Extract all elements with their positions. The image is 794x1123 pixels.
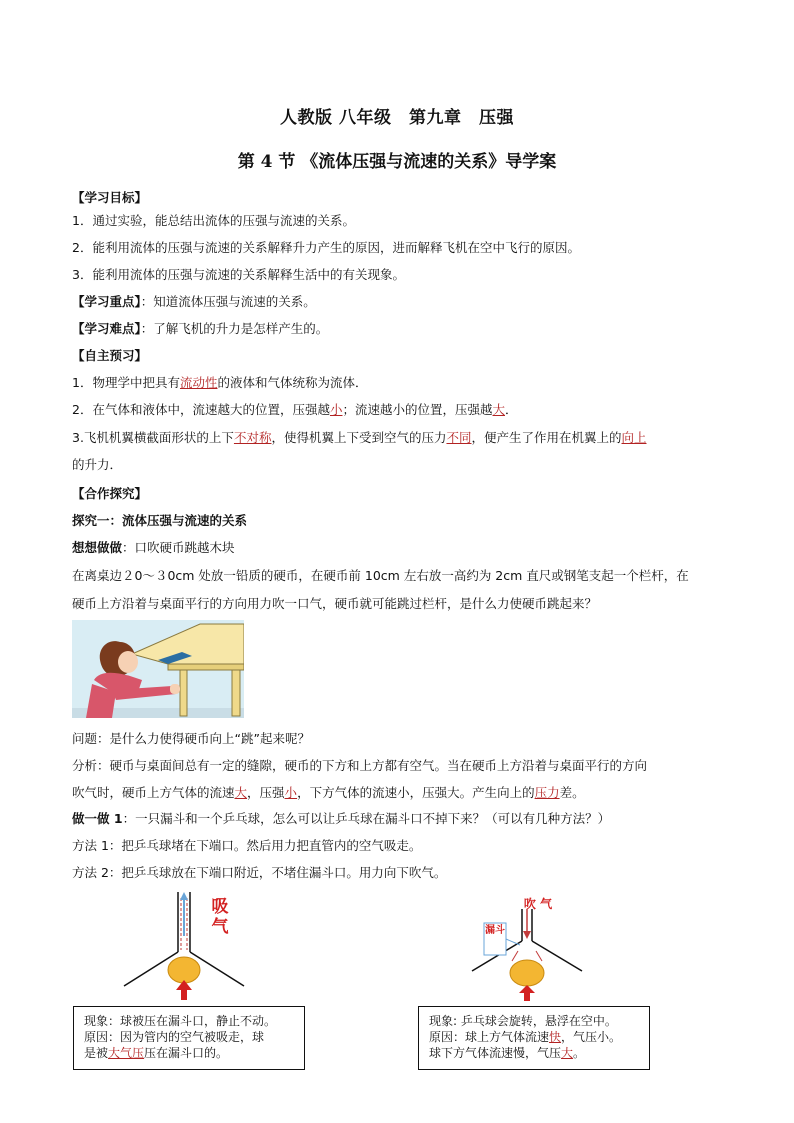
text-run: ，使得机翼上下受到空气的压力 — [271, 430, 447, 445]
para-line: 硬币上方沿着与桌面平行的方向用力吹一口气，硬币就可能跳过栏杆，是什么力使硬币跳起来？ — [72, 596, 598, 611]
goals-heading: 【学习目标】 — [72, 190, 148, 205]
answer-blank: 快 — [549, 1030, 562, 1044]
para-line: 在离桌边２0～３0cm 处放一铅质的硬币，在硬币前 10cm 左右放一高约为 2cm 直尺或钢笔支起一个栏杆，在 — [72, 568, 689, 583]
text-run: ，下方气体的流速小，压强大。产生向上的 — [297, 785, 535, 800]
key-point-label: 【学习重点】 — [72, 294, 141, 309]
funnel-label: 漏斗 — [485, 925, 505, 936]
box-line: 现象：球被压在漏斗口，静止不动。 — [84, 1014, 277, 1028]
text-run: ，气压小。 — [561, 1030, 622, 1044]
answer-blank: 小 — [329, 402, 343, 417]
funnel-blowing-drawing — [462, 905, 612, 1005]
preview-line-1 — [72, 373, 732, 393]
method-1: 方法 1：把乒乓球堵在下端口。然后用力把直管内的空气吸走。 — [72, 838, 422, 853]
answer-blank: 不对称 — [233, 430, 272, 445]
goal-item: 2．能利用流体的压强与流速的关系解释升力产生的原因，进而解释飞机在空中飞行的原因。 — [72, 240, 580, 255]
answer-blank: 大 — [561, 1046, 574, 1060]
box-line: 现象: 乒乓球会旋转，悬浮在空中。 — [429, 1014, 617, 1028]
do1-text: ：一只漏斗和一个乒乓球，怎么可以让乒乓球在漏斗口不掉下来？（可以有几种方法？） — [122, 811, 611, 826]
funnel-blowing-figure — [462, 905, 612, 1005]
text-run: 原因：球上方气体流速 — [429, 1030, 550, 1044]
answer-blank: 大气压 — [108, 1046, 145, 1060]
think-label: 想想做做 — [72, 540, 123, 555]
funnel-suction-drawing — [120, 890, 260, 1005]
preview-line-2 — [72, 400, 732, 420]
difficulty-text: ：了解飞机的升力是怎样产生的。 — [140, 321, 329, 336]
think-text: ：口吹硬币跳越木块 — [122, 540, 235, 555]
coin-blowing-drawing — [72, 620, 244, 718]
method-2: 方法 2：把乒乓球放在下端口附近，不堵住漏斗口。用力向下吹气。 — [72, 865, 447, 880]
box-line — [84, 1045, 294, 1061]
text-run: ，便产生了作用在机翼上的 — [471, 430, 622, 445]
box-line: 原因：因为管内的空气被吸走，球 — [84, 1030, 265, 1044]
suction-explanation-box — [73, 1006, 305, 1070]
answer-blank: 压力 — [534, 785, 560, 800]
difficulty-line — [72, 319, 732, 339]
key-point-line — [72, 292, 732, 312]
explore-sub1: 探究一：流体压强与流速的关系 — [72, 513, 248, 528]
box-line — [429, 1029, 639, 1045]
answer-blank: 流动性 — [179, 375, 218, 390]
doc-title: 人教版 八年级 第九章 压强 — [280, 108, 514, 128]
text-run: 3.飞机机翼横截面形状的上下 — [72, 430, 234, 445]
doc-subtitle: 第 4 节 《流体压强与流速的关系》导学案 — [237, 152, 557, 172]
text-run: ；流速越小的位置，压强越 — [342, 402, 493, 417]
suction-label: 吸气 — [211, 897, 229, 937]
analysis-line-1: 分析：硬币与桌面间总有一定的缝隙，硬币的下方和上方都有空气。当在硬币上方沿着与桌面平行的方向 — [72, 758, 648, 773]
goal-item: 1．通过实验，能总结出流体的压强与流速的关系。 — [72, 213, 355, 228]
think-line — [72, 538, 732, 558]
text-run: 球下方气体流速慢，气压 — [429, 1046, 562, 1060]
difficulty-label: 【学习难点】 — [72, 321, 141, 336]
analysis-line-2 — [72, 783, 732, 803]
text-run: ，压强 — [247, 785, 285, 800]
blowing-explanation-box — [418, 1006, 650, 1070]
blowing-label: 吹 气 — [523, 897, 553, 911]
coin-blowing-illustration — [72, 620, 244, 718]
text-run: 2．在气体和液体中，流速越大的位置，压强越 — [72, 402, 330, 417]
preview-line-3-cont: 的升力． — [72, 457, 123, 472]
text-run: ． — [505, 402, 518, 417]
key-point-text: ：知道流体压强与流速的关系。 — [140, 294, 316, 309]
text-run: 吹气时，硬币上方气体的流速 — [72, 785, 235, 800]
do1-label: 做一做 1 — [72, 811, 123, 826]
text-run: 压在漏斗口的。 — [144, 1046, 229, 1060]
box-line — [429, 1045, 639, 1061]
text-run: 的液体和气体统称为流体． — [217, 375, 368, 390]
do1-line — [72, 809, 732, 829]
explore-heading: 【合作探究】 — [72, 486, 148, 501]
answer-blank: 大 — [492, 402, 506, 417]
text-run: 。 — [573, 1046, 586, 1060]
question-line: 问题：是什么力使得硬币向上“跳”起来呢？ — [72, 731, 310, 746]
funnel-suction-figure — [120, 890, 260, 1005]
goal-item: 3．能利用流体的压强与流速的关系解释生活中的有关现象。 — [72, 267, 405, 282]
text-run: 是被 — [84, 1046, 109, 1060]
preview-line-3 — [72, 428, 732, 448]
answer-blank: 不同 — [446, 430, 472, 445]
answer-blank: 小 — [284, 785, 298, 800]
answer-blank: 向上 — [621, 430, 647, 445]
preview-heading: 【自主预习】 — [72, 348, 148, 363]
answer-blank: 大 — [234, 785, 248, 800]
text-run: 1．物理学中把具有 — [72, 375, 180, 390]
text-run: 差。 — [559, 785, 585, 800]
